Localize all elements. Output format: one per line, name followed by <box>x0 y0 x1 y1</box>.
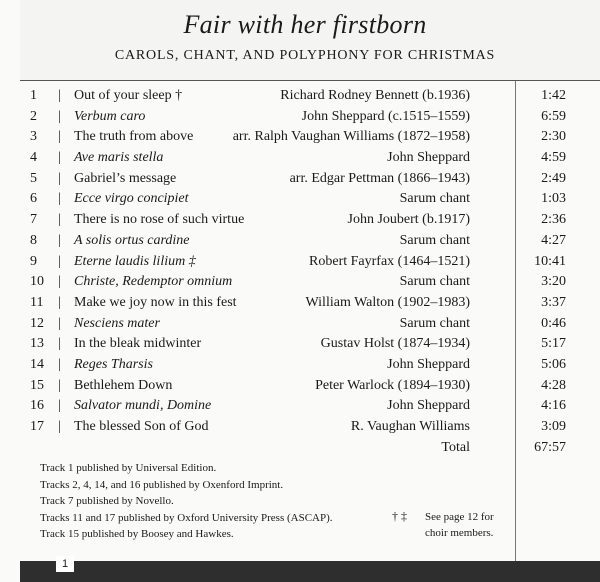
track-row <box>30 109 590 130</box>
album-subtitle: CAROLS, CHANT, AND POLYPHONY FOR CHRISTMAS <box>114 48 496 63</box>
track-number: 9 <box>30 253 37 269</box>
publisher-note: Track 7 published by Novello. <box>40 495 174 507</box>
track-composer: Peter Warlock (1894–1930) <box>315 377 470 393</box>
separator-bar: | <box>58 336 61 352</box>
track-title: There is no rose of such virtue <box>74 212 245 228</box>
track-duration: 2:36 <box>541 212 566 228</box>
track-row <box>30 254 590 275</box>
track-composer: John Sheppard (c.1515–1559) <box>301 108 470 124</box>
separator-bar: | <box>58 419 61 434</box>
track-duration: 2:30 <box>541 129 566 145</box>
see-page-line-2: choir members. <box>425 527 494 539</box>
separator-bar: | <box>58 150 61 166</box>
track-row <box>30 357 590 378</box>
track-title: Ecce virgo concipiet <box>74 191 189 207</box>
track-title: A solis ortus cardine <box>74 232 190 248</box>
publisher-notes <box>40 460 333 543</box>
track-number: 12 <box>30 315 44 331</box>
track-composer: Robert Fayrfax (1464–1521) <box>309 253 470 269</box>
track-title: Bethlehem Down <box>74 377 173 393</box>
track-title: The blessed Son of God <box>74 419 209 434</box>
track-duration: 4:28 <box>541 377 566 393</box>
track-list <box>30 88 590 460</box>
track-composer: John Sheppard <box>387 150 470 166</box>
track-row <box>30 191 590 212</box>
separator-bar: | <box>58 88 61 103</box>
track-number: 7 <box>30 212 37 228</box>
track-composer: William Walton (1902–1983) <box>305 294 470 310</box>
track-duration: 4:59 <box>541 150 566 166</box>
separator-bar: | <box>58 274 61 290</box>
separator-bar: | <box>58 294 61 310</box>
bottom-bar <box>20 561 600 582</box>
track-number: 5 <box>30 170 37 186</box>
track-duration: 0:46 <box>541 315 566 331</box>
track-number: 1 <box>30 88 37 103</box>
separator-bar: | <box>58 377 61 393</box>
total-duration: 67:57 <box>534 439 566 455</box>
album-title: Fair with her firstborn <box>183 10 427 39</box>
separator-bar: | <box>58 356 61 372</box>
see-page-note <box>425 509 494 541</box>
track-row <box>30 274 590 295</box>
track-composer: Sarum chant <box>399 232 470 248</box>
track-row <box>30 316 590 337</box>
track-composer: John Joubert (b.1917) <box>347 212 470 228</box>
track-number: 14 <box>30 356 44 372</box>
track-row <box>30 212 590 233</box>
track-composer: arr. Edgar Pettman (1866–1943) <box>289 170 470 186</box>
separator-bar: | <box>58 232 61 248</box>
track-duration: 4:27 <box>541 232 566 248</box>
track-duration: 1:42 <box>541 88 566 103</box>
track-row <box>30 88 590 109</box>
track-number: 8 <box>30 232 37 248</box>
track-title: Gabriel’s message <box>74 170 177 186</box>
publisher-note: Track 15 published by Boosey and Hawkes. <box>40 528 234 540</box>
track-duration: 5:06 <box>541 356 566 372</box>
track-composer: Sarum chant <box>399 191 470 207</box>
track-duration: 6:59 <box>541 108 566 124</box>
separator-bar: | <box>58 129 61 145</box>
track-composer: John Sheppard <box>387 398 470 414</box>
track-row <box>30 295 590 316</box>
separator-bar: | <box>58 170 61 186</box>
separator-bar: | <box>58 191 61 207</box>
track-title: Nesciens mater <box>74 315 160 331</box>
total-row <box>30 440 590 461</box>
track-row <box>30 419 590 440</box>
track-title: In the bleak midwinter <box>74 336 202 352</box>
separator-bar: | <box>58 253 61 269</box>
track-title: The truth from above <box>74 129 194 145</box>
track-duration: 3:37 <box>541 294 566 310</box>
track-composer: Gustav Holst (1874–1934) <box>320 336 470 352</box>
track-composer: Sarum chant <box>399 315 470 331</box>
track-duration: 5:17 <box>541 336 566 352</box>
track-number: 2 <box>30 108 37 124</box>
track-duration: 1:03 <box>541 191 566 207</box>
track-duration: 2:49 <box>541 170 566 186</box>
total-label: Total <box>441 439 470 455</box>
track-composer: John Sheppard <box>387 356 470 372</box>
track-title: Reges Tharsis <box>74 356 153 372</box>
separator-bar: | <box>58 108 61 124</box>
track-composer: Richard Rodney Bennett (b.1936) <box>280 88 470 103</box>
track-row <box>30 150 590 171</box>
track-row <box>30 398 590 419</box>
publisher-note: Tracks 11 and 17 published by Oxford University Press (ASCAP). <box>40 511 333 524</box>
track-row <box>30 233 590 254</box>
track-duration: 3:20 <box>541 274 566 290</box>
separator-bar: | <box>58 315 61 331</box>
track-duration: 3:09 <box>541 419 566 434</box>
track-composer: R. Vaughan Williams <box>350 419 470 434</box>
separator-bar: | <box>58 398 61 414</box>
page-number: 1 <box>56 556 74 572</box>
separator-bar: | <box>58 212 61 228</box>
track-number: 17 <box>30 419 44 434</box>
track-number: 11 <box>30 294 44 310</box>
header <box>20 0 600 81</box>
track-composer: Sarum chant <box>399 274 470 290</box>
track-composer: arr. Ralph Vaughan Williams (1872–1958) <box>232 129 470 145</box>
track-row <box>30 129 590 150</box>
track-number: 6 <box>30 191 37 207</box>
dagger-marks: † ‡ <box>392 509 407 523</box>
track-title: Verbum caro <box>74 108 146 124</box>
track-duration: 4:16 <box>541 398 566 414</box>
see-page-line-1: See page 12 for <box>425 511 494 523</box>
track-number: 3 <box>30 129 37 145</box>
track-number: 16 <box>30 398 44 414</box>
track-title: Ave maris stella <box>74 150 164 166</box>
publisher-note: Track 1 published by Universal Edition. <box>40 462 217 474</box>
publisher-note: Tracks 2, 4, 14, and 16 published by Oxenford Imprint. <box>40 478 284 491</box>
track-row <box>30 171 590 192</box>
track-title: Eterne laudis lilium ‡ <box>74 253 196 269</box>
track-title: Make we joy now in this fest <box>74 294 237 310</box>
track-title: Christe, Redemptor omnium <box>74 274 233 290</box>
track-number: 10 <box>30 274 44 290</box>
track-number: 15 <box>30 377 44 393</box>
track-number: 13 <box>30 336 44 352</box>
track-title: Out of your sleep † <box>74 88 183 103</box>
track-row <box>30 378 590 399</box>
track-number: 4 <box>30 150 37 166</box>
track-title: Salvator mundi, Domine <box>74 398 212 414</box>
track-row <box>30 336 590 357</box>
track-duration: 10:41 <box>534 253 566 269</box>
